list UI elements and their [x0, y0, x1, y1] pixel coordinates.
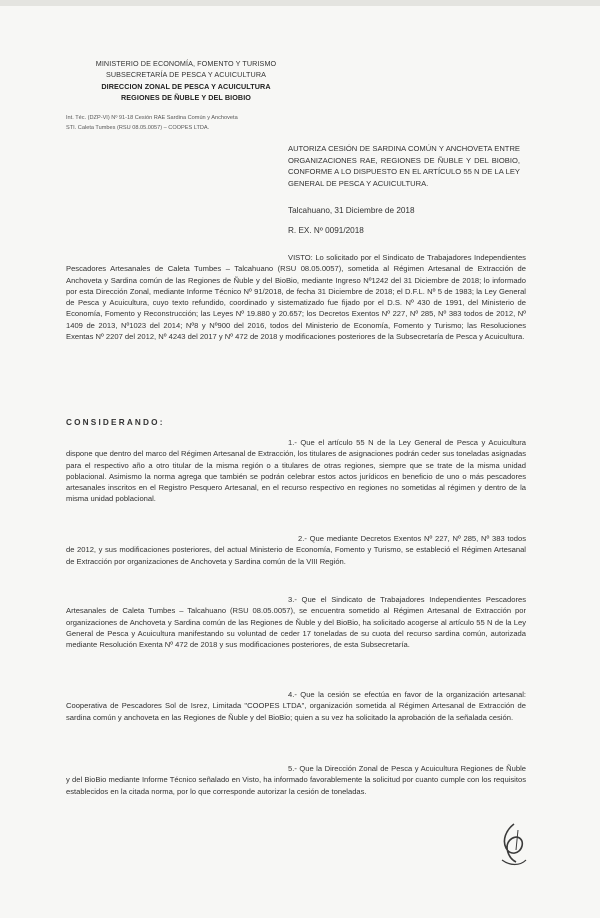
signature-mark — [492, 820, 532, 872]
reference-line-1: Int. Téc. (DZP-VI) Nº 91-18 Cesión RAE Sardina Común y Anchoveta — [66, 115, 238, 121]
letterhead — [66, 58, 306, 104]
ministry-name: MINISTERIO DE ECONOMÍA, FOMENTO Y TURISMO — [95, 59, 277, 68]
resolution-date: Talcahuano, 31 Diciembre de 2018 — [288, 206, 415, 215]
clause-2: 2.- Que mediante Decretos Exentos Nº 227, Nº 285, Nº 383 todos de 2012, y sus modificaciones posteriores, del actual Ministerio de Economía, Fomento y Turismo, se estableció el Régimen Artesanal de Extracción por organizaciones de Anchoveta y Sardina común de la VIII Región. — [66, 534, 526, 566]
reference-lines — [66, 114, 316, 133]
clause-4: 4.- Que la cesión se efectúa en favor de la organización artesanal: Cooperativa de Pescadores Sol de Isrez, Limitada "COOPES LTDA", organización sometida al Régimen Artesanal de Extracción de sardina común y anchoveta en las Regiones de Ñuble y del BioBio; quien a su vez ha solicitado la aprobación de la señalada cesión. — [66, 690, 526, 722]
considerando-heading: CONSIDERANDO: — [66, 418, 165, 427]
resolution-subject: AUTORIZA CESIÓN DE SARDINA COMÚN Y ANCHOVETA ENTRE ORGANIZACIONES RAE, REGIONES DE ÑUBLE Y DEL BIOBIO, CONFORME A LO DISPUESTO EN EL ARTÍCULO 55 N DE LA LEY GENERAL DE PESCA Y ACUICULTURA. — [288, 144, 520, 188]
resolution-number: R. EX. Nº 0091/2018 — [288, 226, 364, 235]
clause-3: 3.- Que el Sindicato de Trabajadores Independientes Pescadores Artesanales de Caleta Tumbes – Talcahuano (RSU 08.05.0057), se encuentra sometido al Régimen Artesanal de Extracción por organizaciones de Anchoveta y Sardina común de las Regiones de Ñuble y del BioBio, ha solicitado acogerse al artículo 55 N de la Ley General de Pesca y Acuicultura manifestando su voluntad de ceder 17 toneladas de su cuota del recurso sardina común, autorizada mediante Resolución Exenta Nº 472 de 2018 y sus modificaciones posteriores, de esta Subsecretaría. — [66, 595, 526, 650]
visto-label: VISTO: — [288, 253, 313, 262]
clause-1: 1.- Que el artículo 55 N de la Ley General de Pesca y Acuicultura dispone que dentro del marco del Régimen Artesanal de Extracción, los titulares de asignaciones podrán ceder sus toneladas asignadas para el respectivo año a otro titular de la misma región o a titulares de otras regiones, siempre que se trate de la misma unidad poblacional. Asimismo la norma agrega que también se podrán celebrar estos actos jurídicos en beneficio de uno o más pescadores artesanales inscritos en el Registro Pesquero Artesanal, en el recurso respectivo en regiones no sometidas al régimen y dentro de la misma unidad poblacional. — [66, 438, 526, 504]
visto-paragraph — [66, 252, 526, 342]
regions-name: REGIONES DE ÑUBLE Y DEL BIOBIO — [120, 93, 251, 103]
visto-text: Lo solicitado por el Sindicato de Trabajadores Independientes Pescadores Artesanales de Caleta Tumbes – Talcahuano (RSU 08.05.0057), sometida al Régimen Artesanal de Extracción de Anchoveta y Sardina común de las Regiones de Ñuble y del BioBio, mediante Ingreso Nº1242 del 31 Diciembre de 2018; lo informado por esta Dirección Zonal, mediante Informe Técnico Nº 91/2018, de fecha 31 Diciembre de 2018; el D.F.L. Nº 5 de 1983; la Ley General de Pesca y Acuicultura, cuyo texto refundido, coordinado y sistematizado fue fijado por el D.S. Nº 430 de 1991, del Ministerio de Economía, Fomento y Reconstrucción; las Leyes Nº 19.880 y 20.657; los Decretos Exentos Nº 227, Nº 285, Nº 383 todos de 2012, Nº 1409 de 2013, Nº1023 del 2014; Nº8 y Nº900 del 2016, todos del Ministerio de Economía, Fomento y Turismo; las Resoluciones Exentas Nº 2207 del 2012, Nº 4243 del 2017 y Nº 472 de 2018 y modificaciones posteriores de la Subsecretaría de Pesca y Acuicultura. — [66, 253, 526, 342]
clause-5: 5.- Que la Dirección Zonal de Pesca y Acuicultura Regiones de Ñuble y del BioBio mediante Informe Técnico señalado en Visto, ha informado favorablemente la solicitud por cuanto cumple con los requisitos establecidos en la citada norma, por lo que corresponde autorizar la cesión de toneladas. — [66, 764, 526, 796]
scan-edge — [0, 0, 600, 6]
subsecretariat-name: SUBSECRETARÍA DE PESCA Y ACUICULTURA — [105, 70, 267, 80]
directorate-name: DIRECCION ZONAL DE PESCA Y ACUICULTURA — [101, 81, 271, 91]
reference-line-2: STI. Caleta Tumbes (RSU 08.05.0057) – COOPES LTDA. — [66, 124, 210, 131]
